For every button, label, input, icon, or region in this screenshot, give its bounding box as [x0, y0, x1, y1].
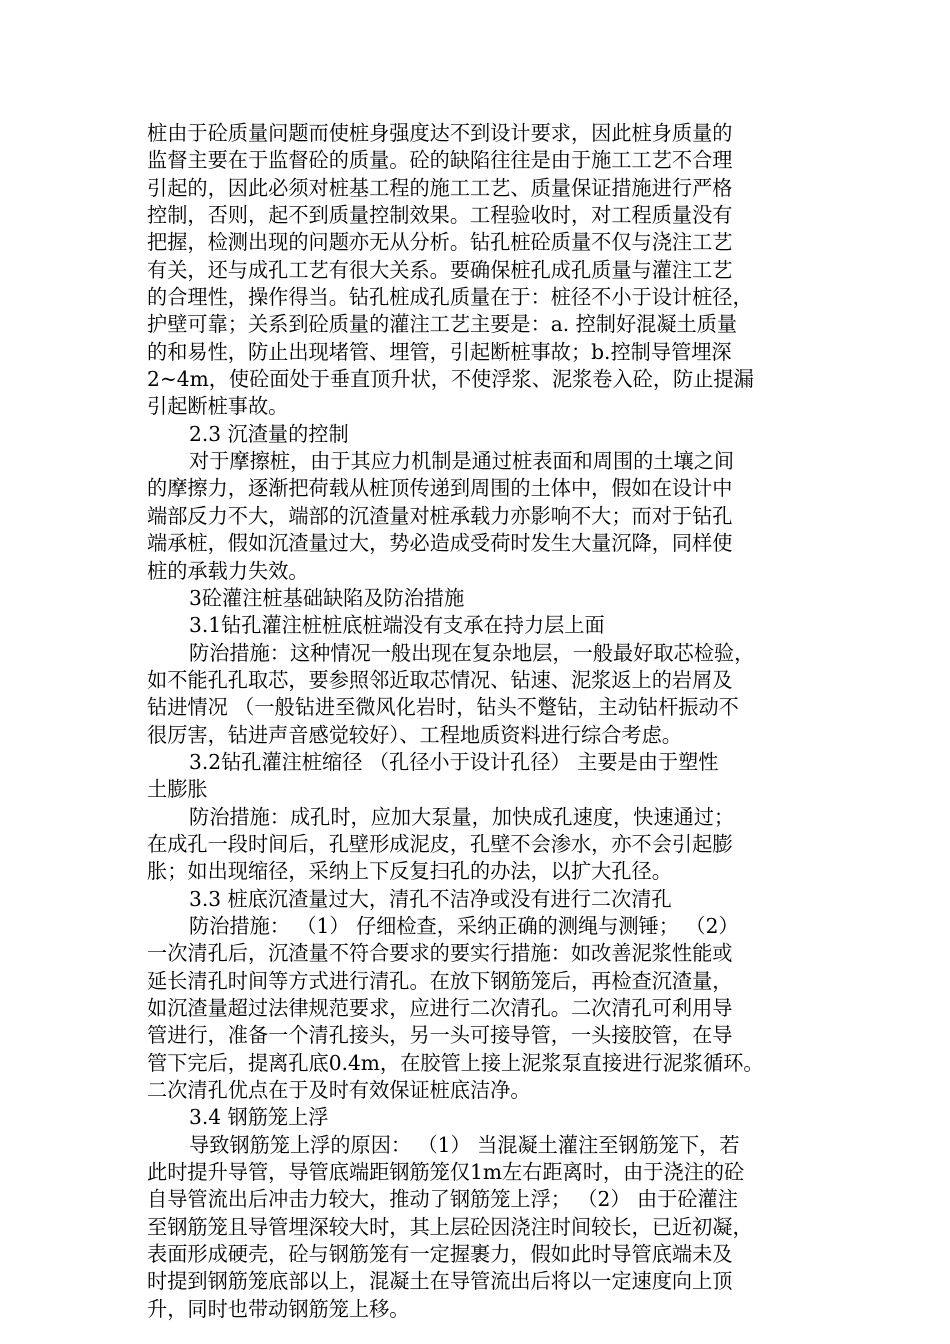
text-line: 的摩擦力，逐渐把荷载从桩顶传递到周围的土体中，假如在设计中 [147, 476, 733, 501]
text-line: 3.3 桩底沉渣量过大，清孔不洁净或没有进行二次清孔 [189, 886, 672, 911]
text-line: 端承桩，假如沉渣量过大，势必造成受荷时发生大量沉降，同样使 [147, 531, 733, 556]
text-line: 一次清孔后，沉渣量不符合要求的要实行措施：如改善泥浆性能或 [147, 941, 733, 966]
text-line: 监督主要在于监督砼的质量。砼的缺陷往往是由于施工工艺不合理 [147, 148, 733, 173]
text-line: 防治措施：这种情况一般出现在复杂地层，一般最好取芯检验， [189, 640, 755, 665]
text-line: 3砼灌注桩基础缺陷及防治措施 [189, 585, 465, 610]
text-line: 端部反力不大，端部的沉渣量对桩承载力亦影响不大；而对于钻孔 [147, 503, 733, 528]
text-line: 表面形成硬壳，砼与钢筋笼有一定握裹力，假如此时导管底端未及 [147, 1242, 733, 1267]
text-line: 3.2钻孔灌注桩缩径 （孔径小于设计孔径） 主要是由于塑性 [189, 749, 719, 774]
text-line: 引起断桩事故。 [147, 394, 289, 419]
text-line: 胀；如出现缩径，采纳上下反复扫孔的办法，以扩大孔径。 [147, 859, 672, 884]
text-line: 的和易性，防止出现堵管、埋管，引起断桩事故；b.控制导管埋深 [147, 339, 732, 364]
text-line: 钻进情况 （一般钻进至微风化岩时，钻头不蹩钻，主动钻杆振动不 [147, 695, 739, 720]
text-line: 自导管流出后冲击力较大，推动了钢筋笼上浮； （2） 由于砼灌注 [147, 1187, 738, 1212]
text-line: 如沉渣量超过法律规范要求，应进行二次清孔。二次清孔可利用导 [147, 996, 733, 1020]
text-line: 土膨胀 [147, 777, 208, 802]
text-line: 桩由于砼质量问题而使桩身强度达不到设计要求，因此桩身质量的 [147, 121, 733, 145]
text-line: 护壁可靠；关系到砼质量的灌注工艺主要是：a. 控制好混凝土质量 [147, 312, 738, 337]
text-line: 对于摩擦桩，由于其应力机制是通过桩表面和周围的土壤之间 [189, 449, 735, 474]
text-line: 延长清孔时间等方式进行清孔。在放下钢筋笼后，再检查沉渣量， [147, 968, 733, 993]
text-line: 有关，还与成孔工艺有很大关系。要确保桩孔成孔质量与灌注工艺 [147, 257, 733, 282]
text-line: 导致钢筋笼上浮的原因： （1） 当混凝土灌注至钢筋笼下，若 [189, 1132, 740, 1157]
text-line: 在成孔一段时间后，孔壁形成泥皮，孔壁不会渗水，亦不会引起膨 [147, 831, 733, 856]
text-line: 二次清孔优点在于及时有效保证桩底洁净。 [147, 1078, 531, 1103]
text-line: 管下完后，提离孔底0.4m，在胶管上接上泥浆泵直接进行泥浆循环。 [147, 1050, 764, 1075]
document-body [147, 120, 817, 1323]
text-line: 管进行，准备一个清孔接头，另一头可接导管，一头接胶管，在导 [147, 1023, 733, 1048]
text-line: 控制，否则，起不到质量控制效果。工程验收时，对工程质量没有 [147, 203, 733, 228]
text-line: 很厉害，钻进声音感觉较好）、工程地质资料进行综合考虑。 [147, 722, 682, 747]
text-line: 桩的承载力失效。 [147, 558, 309, 583]
text-line: 3.4 钢筋笼上浮 [189, 1105, 329, 1130]
text-line: 时提到钢筋笼底部以上，混凝土在导管流出后将以一定速度向上顶 [147, 1269, 733, 1294]
text-line: 升，同时也带动钢筋笼上移。 [147, 1296, 410, 1321]
text-line: 此时提升导管，导管底端距钢筋笼仅1m左右距离时，由于浇注的砼 [147, 1160, 745, 1185]
text-line: 2~4m，使砼面处于垂直顶升状，不使浮浆、泥浆卷入砼，防止提漏 [147, 367, 754, 392]
text-line: 如不能孔孔取芯，要参照邻近取芯情况、钻速、泥浆返上的岩屑及 [147, 667, 733, 692]
text-line: 防治措施： （1） 仔细检查，采纳正确的测绳与测锤； （2） [189, 913, 739, 938]
text-line: 至钢筋笼且导管埋深较大时，其上层砼因浇注时间较长，已近初凝， [147, 1214, 753, 1239]
text-line: 的合理性，操作得当。钻孔桩成孔质量在于：桩径不小于设计桩径， [147, 285, 753, 310]
text-line: 2.3 沉渣量的控制 [189, 421, 349, 446]
text-line: 引起的，因此必须对桩基工程的施工工艺、质量保证措施进行严格 [147, 175, 733, 200]
text-line: 防治措施：成孔时，应加大泵量，加快成孔速度，快速通过； [189, 804, 735, 829]
text-line: 3.1钻孔灌注桩桩底桩端没有支承在持力层上面 [189, 613, 605, 638]
text-line: 把握，检测出现的问题亦无从分析。钻孔桩砼质量不仅与浇注工艺 [147, 230, 733, 255]
